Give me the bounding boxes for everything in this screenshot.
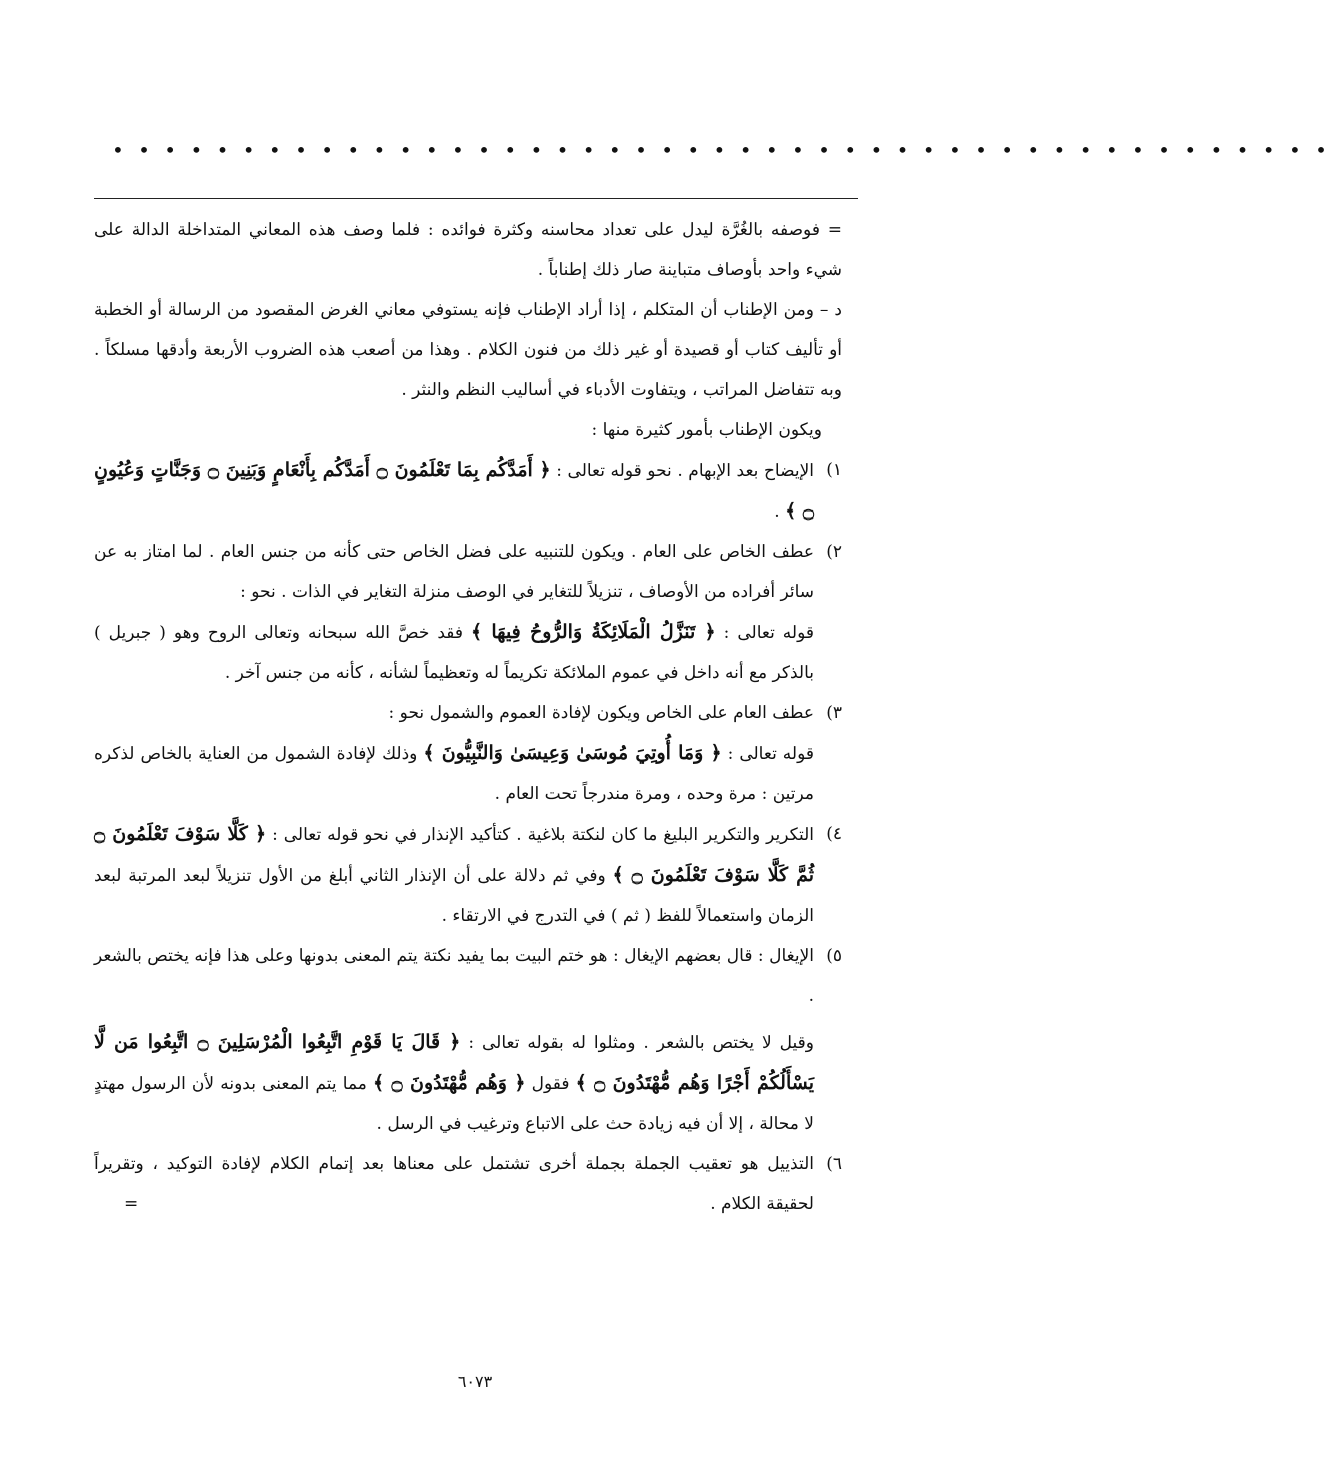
item-number: ٥)	[826, 946, 842, 966]
item-text: قوله تعالى :	[727, 744, 814, 764]
item-text: التكرير والتكرير البليغ ما كان لنكتة بلاغية . كتأكيد الإنذار في نحو قوله تعالى :	[272, 825, 815, 845]
item-end: .	[774, 502, 780, 522]
quran-verse: ﴿ وَهُم مُّهْتَدُونَ ۝ ﴾	[373, 1072, 526, 1094]
quran-verse: ﴿ تَنَزَّلُ الْمَلَائِكَةُ وَالرُّوحُ فِيهَا ﴾	[471, 621, 716, 643]
footnote-separator-rule	[94, 198, 858, 199]
item-number: ٢)	[826, 542, 842, 562]
item-text: فقد خصَّ الله سبحانه وتعالى الروح وهو ( جبريل ) بالذكر مع أنه داخل في عموم الملائكة تكريماً له وتعظيماً لشأنه ، كأنه من جنس آخر .	[94, 623, 814, 683]
page-number: ٦٠٧٣	[457, 1372, 493, 1391]
paragraph-continuation: = فوصفه بالغُرَّة ليدل على تعداد محاسنه وكثرة فوائده : فلما وصف هذه المعاني المتداخلة الدالة على شيء واحد بأوصاف متباينة صار ذلك إطناباً .	[94, 220, 842, 280]
header-dotted-line: • • • • • • • • • • • • • • • • • • • • • • • • • • • • • • • • • • • • • • • • • • • • • • •	[112, 138, 1331, 162]
item-text: عطف الخاص على العام . ويكون للتنبيه على فضل الخاص حتى كأنه من جنس العام . لما امتاز به عن سائر أفراده من الأوصاف ، تنزيلاً للتغاير في الوصف منزلة التغاير في الذات . نحو :	[94, 542, 814, 602]
footnote-body	[94, 210, 842, 1224]
item-number: ٣)	[826, 703, 842, 723]
list-item-5	[94, 936, 842, 1016]
item-text: وذلك لإفادة الشمول من العناية بالخاص لذكره مرتين : مرة وحده ، ومرة مندرجاً تحت العام .	[94, 744, 814, 804]
item-number: ١)	[826, 460, 842, 480]
quran-verse: ﴿ وَمَا أُوتِيَ مُوسَىٰ وَعِيسَىٰ وَالنَّبِيُّونَ ﴾	[423, 742, 722, 764]
item-text: وقيل لا يختص بالشعر . ومثلوا له بقوله تعالى :	[468, 1033, 814, 1053]
list-item-3	[94, 693, 842, 733]
item-text: قوله تعالى :	[723, 623, 815, 643]
list-item-2	[94, 532, 842, 612]
continuation-marker: =	[124, 1194, 139, 1214]
item-text: عطف العام على الخاص ويكون لإفادة العموم والشمول نحو :	[388, 703, 814, 723]
quran-verse: ﴿ قَالَ يَا قَوْمِ اتَّبِعُوا الْمُرْسَلِينَ ۝ اتَّبِعُوا مَن لَّا يَسْأَلُكُمْ أَجْرًا وَهُم مُّهْتَدُونَ ۝ ﴾	[94, 1031, 814, 1094]
item-number: ٦)	[826, 1154, 842, 1174]
list-item-5-continuation	[94, 1022, 842, 1144]
item-text: التذييل هو تعقيب الجملة بجملة أخرى تشتمل على معناها بعد إتمام الكلام لإفادة التوكيد ، وتقريراً لحقيقة الكلام .	[94, 1154, 814, 1214]
list-item-1	[94, 450, 842, 532]
list-item-4	[94, 814, 842, 936]
item-text: مما يتم المعنى بدونه لأن الرسول مهتدٍ لا محالة ، إلا أن فيه زيادة حث على الاتباع وترغيب في الرسل .	[94, 1074, 814, 1134]
list-item-2-continuation	[94, 612, 842, 693]
item-text: الإيغال : قال بعضهم الإيغال : هو ختم البيت بما يفيد نكتة يتم المعنى بدونها وعلى هذا فإنه يختص بالشعر .	[94, 946, 814, 1006]
item-text: الإيضاح بعد الإبهام . نحو قوله تعالى :	[556, 461, 814, 481]
list-item-3-continuation	[94, 733, 842, 814]
item-number: ٤)	[826, 824, 842, 844]
item-text: فقول	[531, 1074, 570, 1094]
list-item-6	[94, 1144, 842, 1224]
paragraph-intro-list: ويكون الإطناب بأمور كثيرة منها :	[591, 420, 822, 440]
quran-verse: ﴿ أَمَدَّكُم بِمَا تَعْلَمُونَ ۝ أَمَدَّكُم بِأَنْعَامٍ وَبَنِينَ ۝ وَجَنَّاتٍ وَعُيُونٍ ۝ ﴾	[94, 459, 814, 522]
quran-verse: ﴿ كَلَّا سَوْفَ تَعْلَمُونَ ۝ ثُمَّ كَلَّا سَوْفَ تَعْلَمُونَ ۝ ﴾	[94, 823, 815, 886]
item-text: وفي ثم دلالة على أن الإنذار الثاني أبلغ من الأول تنزيلاً لبعد المرتبة لبعد الزمان واستعمالاً للفظ ( ثم ) في التدرج في الارتقاء .	[94, 866, 814, 926]
paragraph-itnab-method: د – ومن الإطناب أن المتكلم ، إذا أراد الإطناب فإنه يستوفي معاني الغرض المقصود من الرسالة أو الخطبة أو تأليف كتاب أو قصيدة أو غير ذلك من فنون الكلام . وهذا من أصعب هذه الضروب الأربعة وأدقها مسلكاً . وبه تتفاضل المراتب ، ويتفاوت الأدباء في أساليب النظم والنثر .	[94, 300, 842, 400]
